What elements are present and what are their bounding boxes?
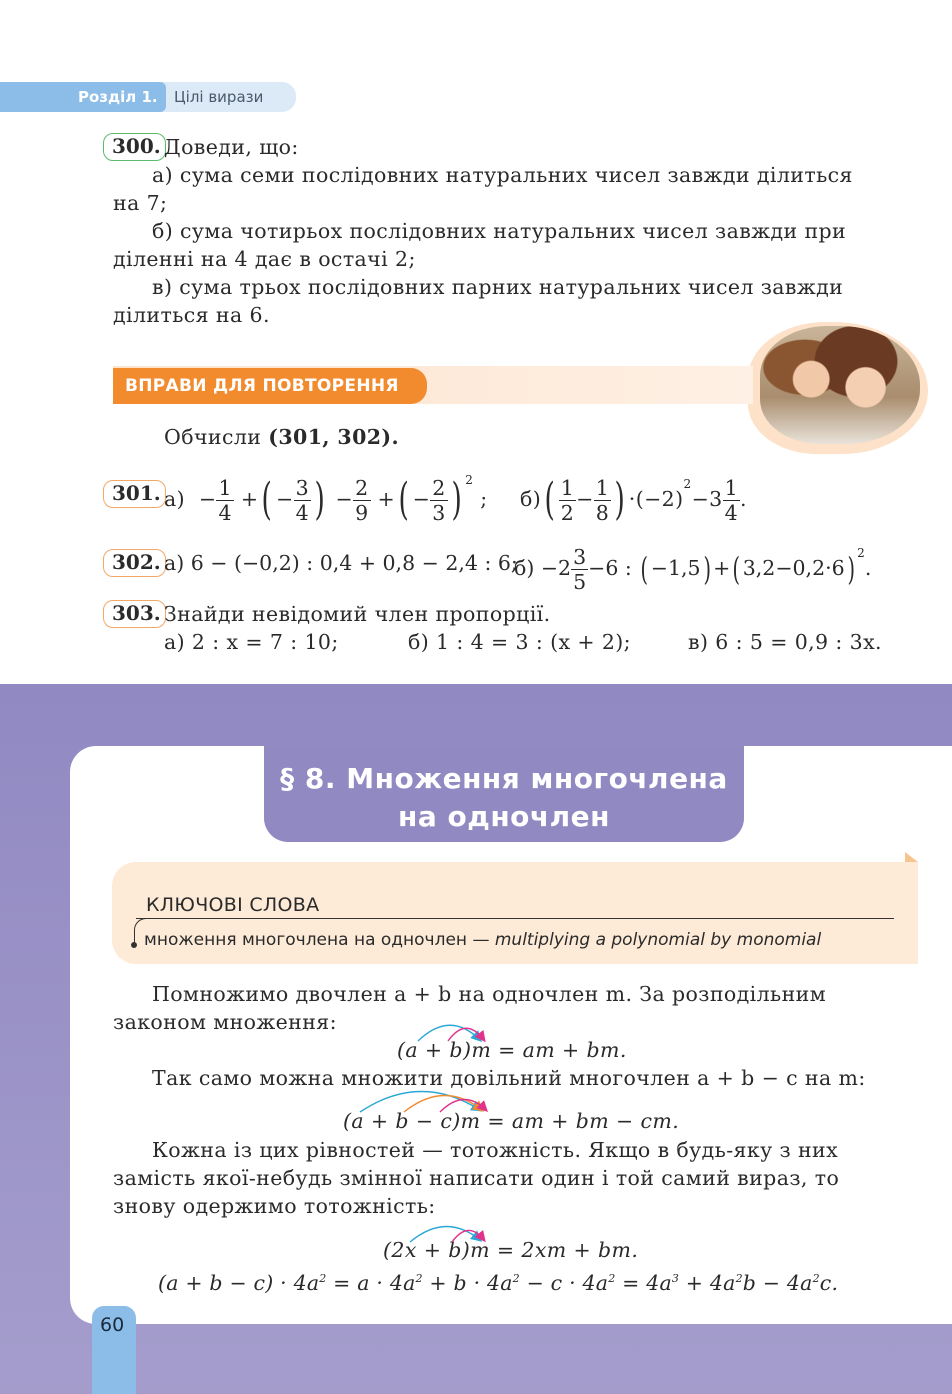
chapter-section-label: Розділ 1. xyxy=(78,88,158,106)
body-paragraph-3-line1: Кожна із цих рівностей — тотожність. Якщо в будь-яку з них xyxy=(152,1138,839,1162)
keywords-title: КЛЮЧОВІ СЛОВА xyxy=(146,894,320,916)
problem-300-b-line2: діленні на 4 дає в остачі 2; xyxy=(113,247,416,271)
problem-303-text: Знайди невідомий член пропорції. xyxy=(164,602,551,626)
problem-300-a-line2: на 7; xyxy=(113,191,168,215)
page-number: 60 xyxy=(92,1306,136,1394)
keyword-entry xyxy=(144,930,821,950)
formula-4: $(a + b - c) \cdot 4a^2 = a \cdot 4a^2 + b \cdot 4a^2 - c \cdot 4a^2 = 4a^3 + 4a^2b - 4a^2c$. xyxy=(158,1270,839,1295)
problem-302-b: б) −2 $\frac{3}{5}$ −6 : ( −1,5) +( 3,2−0,2·6) $^2$. xyxy=(514,544,872,594)
problem-300-intro: Доведи, що: xyxy=(164,135,299,159)
problem-300-number: 300. xyxy=(103,133,166,161)
problem-302-number: 302. xyxy=(103,549,166,577)
problem-303-a: а) 2 : x = 7 : 10; xyxy=(164,630,339,654)
keywords-bullet xyxy=(131,942,137,948)
problem-301-b: б)( $\frac{1}{2}$ − $\frac{1}{8}$ ) $\cdot(-2)^2-3$ $\frac{1}{4}$ . xyxy=(520,474,747,526)
chapter-title: Цілі вирази xyxy=(174,88,264,106)
problem-300-a-line1: а) сума семи послідовних натуральних чисел завжди ділиться xyxy=(152,163,853,187)
problem-300-c-line1: в) сума трьох послідовних парних натуральних чисел завжди xyxy=(152,275,844,299)
keyword-en: multiplying a polynomial by monomial xyxy=(494,930,822,950)
formula-1: (a + b)m = am + bm. xyxy=(397,1038,627,1062)
body-paragraph-2: Так само можна множити довільний многочлен a + b − c на m: xyxy=(152,1066,866,1090)
section-8-heading-line2: на одночлен xyxy=(398,800,610,833)
problem-300-c-line2: ділиться на 6. xyxy=(113,303,270,327)
problem-303-number: 303. xyxy=(103,600,166,628)
problem-303-c: в) 6 : 5 = 0,9 : 3x. xyxy=(688,630,882,654)
body-paragraph-3-line3: знову одержимо тотожність: xyxy=(113,1194,436,1218)
problem-302-a: а) 6 − (−0,2) : 0,4 + 0,8 − 2,4 : 6; xyxy=(164,551,518,575)
body-paragraph-1-line2: законом множення: xyxy=(113,1010,337,1034)
formula-3: (2x + b)m = 2xm + bm. xyxy=(383,1238,639,1262)
problem-303-b: б) 1 : 4 = 3 : (x + 2); xyxy=(408,630,631,654)
students-photo xyxy=(760,326,920,444)
keyword-ua: множення многочлена на одночлен — xyxy=(144,930,490,950)
section-8-heading-line1: § 8. Множення многочлена xyxy=(280,762,728,795)
section-8-heading xyxy=(264,746,744,842)
problem-300-b-line1: б) сума чотирьох послідовних натуральних чисел завжди при xyxy=(152,219,847,243)
formula-2: (a + b − c)m = am + bm − cm. xyxy=(343,1109,680,1133)
keywords-corner-mark xyxy=(905,852,918,862)
compute-instruction: Обчисли (301, 302). xyxy=(164,425,400,449)
body-paragraph-1-line1: Помножимо двочлен a + b на одночлен m. За розподільним xyxy=(152,982,827,1006)
body-paragraph-3-line2: замість якої-небудь змінної написати один і той самий вираз, то xyxy=(113,1166,840,1190)
problem-301-number: 301. xyxy=(103,480,166,508)
keywords-divider xyxy=(136,918,894,919)
chapter-tab xyxy=(0,82,296,112)
problem-301-a: а) − $\frac{1}{4}$ +( − $\frac{3}{4}$ ) − $\frac{2}{9}$ +( − $\frac{2}{3}$ ) $^2$ ; xyxy=(164,473,488,526)
review-banner-label: ВПРАВИ ДЛЯ ПОВТОРЕННЯ xyxy=(113,368,427,404)
